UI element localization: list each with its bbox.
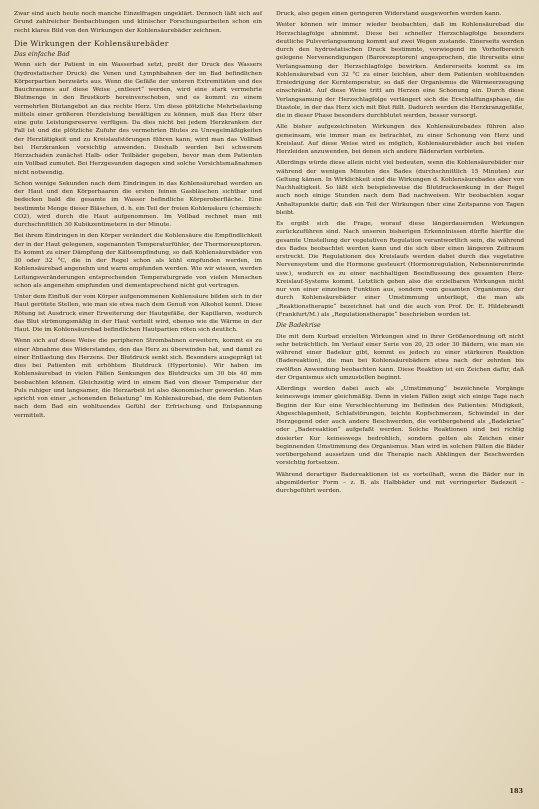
paragraph: Es ergibt sich die Frage, worauf diese längerdauernden Wirkungen zurückzuführen sind. Nach unseren bisherigen Erkenntnissen dürfte hierfür die gesamte Umstellung der vegetativen Regulation verantwortlich sein, die während des Bades beobachtet werden kann und die sich über einen längeren Zeitraum erstreckt. Die Regulationen des Kreislaufs werden dabei durch das vegetative Nervensystem und die Hormone gesteuert (Hormonregulation, Nebennierenrinde usw.), wodurch es zu einer nachhaltigen Beeinflussung des gesamten Herz-Kreislauf-Systems kommt. Letztlich gehen also die erzielbaren Wirkungen nicht nur von einer einzelnen Funktion aus, sondern vom gesamten Organismus, der durch Kohlensäurebäder einer Umstimmung unterliegt, die man als „Reaktionstherapie“ bezeichnet hat und die auch von Prof. Dr. E. Hildebrandt (Frankfurt/M.) als „Regulationstherapie“ beschrieben worden ist. (276, 221, 524, 318)
paragraph: Die mit dem Kurbad erzielten Wirkungen sind in ihrer Größenordnung oft nicht sehr beträchtlich. Im Verlauf einer Serie von 20, 25 oder 30 Bädern, wie man sie während einer Badekur gibt, kommt es jedoch zu einer stärkeren Reaktion (Badereaktion), die man bei Kohlensäurebädern etwa nach der zehnten bis zwölften Anwendung beobachten kann. Diese Reaktion ist ein Zeichen dafür, daß der Organismus sich umzustellen beginnt. (276, 333, 524, 381)
paragraph: Wenn sich auf diese Weise die peripheren Strombahnen erweitern, kommt es zu einer Abnahme des Widerstandes, den das Herz zu überwinden hat, und damit zu einer Entlastung des Herzens. Der Blutdruck senkt sich. Besonders ausgeprägt ist dies bei Patienten mit erhöhtem Blutdruck (Hypertonie). Wir haben im Kohlensäurebad in vielen Fällen Senkungen des Blutdrucks um 30 bis 40 mm beobachten können. Gleichzeitig wird in einem Bad von dieser Temperatur der Puls ruhiger und langsamer, die Herzarbeit ist also ökonomischer geworden. Man spricht von einer „schonenden Belastung“ im Kohlensäurebad, die dem Patienten nach dem Bad ein wohltuendes Gefühl der Erfrischung und Entspannung vermittelt. (14, 338, 262, 419)
paragraph: Unter dem Einfluß der vom Körper aufgenommenen Kohlensäure bilden sich in der Haut gerötete Stellen, wie man sie etwa nach dem Genuß von Alkohol kennt. Diese Rötung ist Ausdruck einer Erweiterung der Hautgefäße, der Kapillaren, wodurch das Blut strömungsmäßig in der Haut verteilt wird, ebenso wie die Wärme in der Haut. Die im Kohlensäurebad befindlichen Hautpartien röten sich deutlich. (14, 294, 262, 333)
left-column (14, 10, 262, 498)
paragraph: Weiter können wir immer wieder beobachten, daß im Kohlensäurebad die Herzschlagfolge abnimmt. Diese bei schneller Herzschlagfolge besonders deutliche Pulsverlangsamung kommt auf zwei Wegen zustande. Einerseits werden durch den hydrostatischen Druck bestimmte, vorwiegend im Vorhofbereich gelegene Nervenendigungen (Barorezeptoren) angesprochen, die ihrerseits eine Verlangsamung der Herzschlagfolge bewirken. Andererseits kommt es im Kohlensäurebad von 32 °C zu einer leichten, aber dem Patienten wohltuenden Erniedrigung der Kerntemperatur, so daß der Organismus die Wärmeerzeugung einschränkt. Auf diese Weise tritt am Herzen eine Schonung ein. Durch diese Verlangsamung der Herzschlagfolge verlängert sich die Erschlaffungsphase, die Diastole, in der das Herz sich mit Blut füllt. Dadurch werden die Herzkranzgefäße, die in dieser Phase besonders durchblutet werden, besser versorgt. (276, 22, 524, 119)
paragraph: Wenn sich der Patient in ein Wasserbad setzt, preßt der Druck des Wassers (hydrostatischer Druck) die Venen und Lymphbahnen der im Bad befindlichen Körperpartien herzwärts aus. Wenn die Gefäße der unteren Extremitäten und des Bauchraumes auf diese Weise „entleert“ werden, wird eine stark vermehrte Blutmenge in den Brustkorb hereinverschoben, und es kommt zu einem vermehrten Blutangebot an das rechte Herz. Um diese plötzliche Mehrbelastung mittels einer größeren Herzleistung bewältigen zu können, muß das Herz über eine gute Leistungsreserve verfügen. Da dies nicht bei jedem Herzkranken der Fall ist und die plötzliche Zufuhr des vermehrten Blutes zu Unregelmäßigkeiten der Herztätigkeit und zu Kreislaufstörungen führen kann, wird man das Vollbad bei Herzkranken vorsichtig anwenden. Deshalb werden bei schwerem Herzschaden zunächst Halb- oder Teilbäder gegeben, bevor man dem Patienten ein Vollbad zumutet. Bei Herzgesunden dagegen sind solche Vorsichtsmaßnahmen nicht notwendig. (14, 62, 262, 176)
subsection-heading: Das einfache Bad (14, 50, 70, 58)
paragraph: Allerdings werden dabei auch als „Umstimmung“ bezeichnete Vorgänge keineswegs immer gleichmäßig. Denn in vielen Fällen zeigt sich einige Tage nach Beginn der Kur eine Verschlechterung im Befinden des Patienten: Müdigkeit, Abgeschlagenheit, Schlafstörungen, leichte Kopfschmerzen, Schwindel in der Herzgegend oder auch andere Beschwerden, die vorübergehend als „Badekrise“ oder „Badereaktion“ aufgefaßt werden. Solche Reaktionen sind bei richtig dosierter Kur keineswegs bedrohlich, sondern gelten als Zeichen einer beginnenden Umstimmung des Organismus. Man wird in solchen Fällen die Bäder vorübergehend aussetzen und die Therapie nach Abklingen der Beschwerden vorsichtig fortsetzen. (276, 386, 524, 467)
paragraph: Während derartiger Badereaktionen ist es vorteilhaft, wenn die Bäder nur in abgemilderter Form – z. B. als Halbbäder und mit verringerter Badezeit – durchgeführt werden. (276, 471, 524, 494)
page-number: 183 (509, 787, 523, 795)
text-columns (14, 10, 525, 498)
paragraph: Allerdings würde diese allein nicht viel bedeuten, wenn die Kohlensäurebäder nur während der wenigen Minuten des Bades (durchschnittlich 15 Minuten) zur Geltung kämen. In Wirklichkeit sind die Wirkungen d. Kohlensäurebades aber von Nachhaltigkeit. So läßt sich beispielsweise die Blutdrucksenkung in der Regel auch noch einige Stunden nach dem Bad nachweisen. Wir beobachten sogar Anhaltspunkte dafür, daß ein Teil der Wirkungen über eine Zeitspanne von Tagen bleibt. (276, 160, 524, 216)
subsection-heading: Die Badekrise (276, 322, 321, 329)
paragraph: Bei ihrem Eindringen in den Körper verändert die Kohlensäure die Empfindlichkeit der in der Haut gelegenen, sogenannten Temperaturfühler, der Thermorezeptoren. Es kommt zu einer Dämpfung der Kälteempfindung, so daß Kohlensäurebäder von 30 oder 32 °C, die in der Regel schon als kühl empfunden werden, im Kohlensäurebad angenehm und warm empfunden werden. Wie wir wissen, werden Leitungsveränderungen entsprechenden Temperaturgrade von vielen Menschen schon als angenehm empfunden und dementsprechend nicht gut vertragen. (14, 233, 262, 289)
paragraph: Schon wenige Sekunden nach dem Eindringen in das Kohlensäurebad werden an der Haut und den Körperhaaren die ersten feinen Gasbläschen sichtbar und bedecken bald die gesamte im Wasser befindliche Körperoberfläche. Eine bestimmte Menge dieser Bläschen, d. h. ein Teil der freien Kohlensäure (chemisch: CO2), wird durch die Haut aufgenommen. Im Vollbad rechnet man mit durchschnittlich 30 Kubikzentimetern in der Minute. (14, 180, 262, 228)
section-heading: Die Wirkungen der Kohlensäurebäder (14, 38, 169, 48)
paragraph: Zwar sind auch heute noch manche Einzelfragen ungeklärt. Dennoch läßt sich auf Grund zahlreicher Beobachtungen und klinischer Forschungsarbeiten schon ein recht klares Bild von den Wirkungen der Kohlensäurebäder zeichnen. (14, 11, 262, 34)
right-column (276, 10, 524, 498)
paragraph: Alle bisher aufgezeichneten Wirkungen des Kohlensäurebades führen also gemeinsam, wie immer man es betrachtet, zu einer Schonung von Herz und Kreislauf. Auf diese Weise wird es möglich, Kohlensäurebäder auch bei vielen Herzleiden anzuwenden, bei denen sich andere Bäderarten verbieten. (276, 124, 524, 155)
paragraph: Druck, also gegen einen geringeren Widerstand ausgeworfen werden kann. (276, 11, 502, 17)
